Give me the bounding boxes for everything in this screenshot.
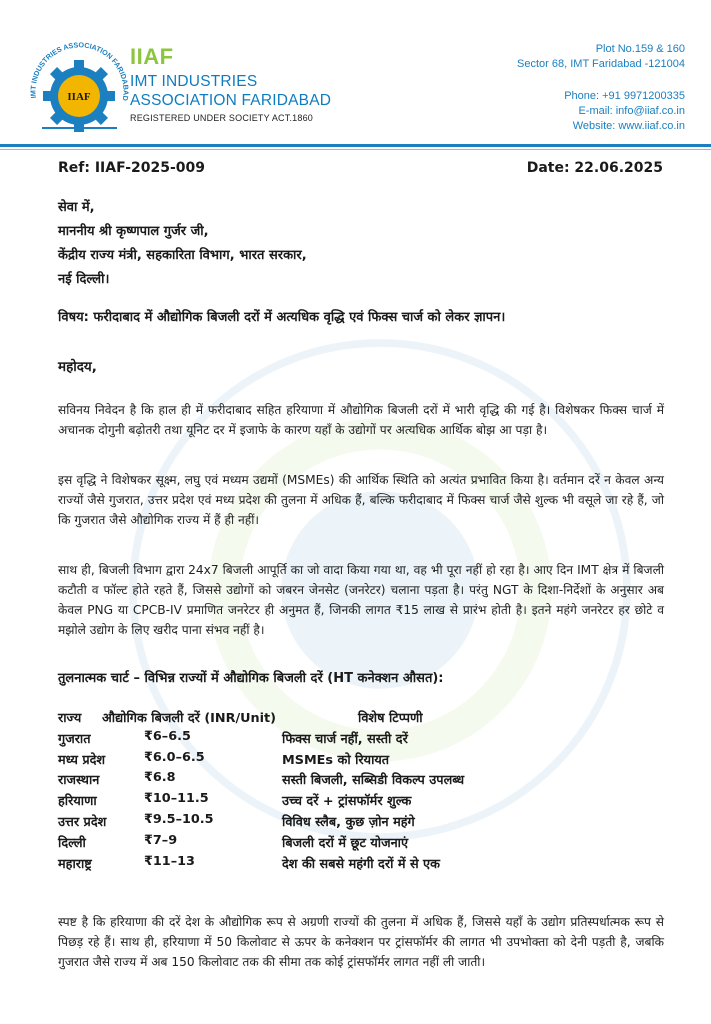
address-line: नई दिल्ली।	[58, 272, 110, 287]
cell-remark: विविध स्लैब, कुछ ज़ोन महंगे	[282, 814, 415, 830]
cell-rate: ₹6.8	[144, 770, 176, 786]
header-divider-thin	[0, 149, 711, 150]
cell-state: गुजरात	[58, 731, 91, 747]
cell-state: राजस्थान	[58, 773, 100, 789]
salutation: महोदय,	[58, 359, 97, 375]
cell-state: हरियाणा	[58, 794, 97, 810]
addressee-block	[58, 196, 307, 292]
org-name-line2: ASSOCIATION FARIDABAD	[130, 92, 332, 109]
cell-rate: ₹6.0–6.5	[144, 749, 205, 765]
cell-rate: ₹10–11.5	[144, 791, 209, 807]
contact-block	[517, 42, 685, 134]
cell-remark: बिजली दरों में छूट योजनाएं	[282, 835, 409, 851]
iiaf-logo	[22, 36, 137, 136]
cell-remark: फिक्स चार्ज नहीं, सस्ती दरें	[282, 731, 408, 747]
address-line1: Plot No.159 & 160	[595, 43, 685, 55]
cell-rate: ₹7–9	[144, 832, 178, 848]
letterhead	[0, 0, 711, 150]
subject-line: विषय: फरीदाबाद में औद्योगिक बिजली दरों में अत्यधिक वृद्धि एवं फिक्स चार्ज को लेकर ज्ञापन।	[58, 310, 506, 325]
body-paragraph: स्पष्ट है कि हरियाणा की दरें देश के औद्योगिक रूप से अग्रणी राज्यों की तुलना में अधिक हैं, जिससे यहाँ के उद्योग प्रतिस्पर्धात्मक रूप से पिछड़ रहे हैं। साथ ही, हरियाणा में 50 किलोवाट से ऊपर के कनेक्शन पर ट्रांसफॉर्मर की लागत भी उपभोक्ता को देनी पड़ती है, जबकि गुजरात जैसे राज्य में अब 150 किलोवाट तक की सीमा तक कोई ट्रांसफॉर्मर लागत नहीं ली जाती।	[58, 915, 664, 969]
cell-state: मध्य प्रदेश	[58, 752, 106, 768]
body-paragraph: सविनय निवेदन है कि हाल ही में फरीदाबाद सहित हरियाणा में औद्योगिक बिजली दरों में भारी वृद्धि की गई है। विशेषकर फिक्स चार्ज में अचानक दोगुनी बढ़ोतरी तथा यूनिट दर में इजाफे के कारण यहाँ के उद्योगों पर अत्यधिक आर्थिक बोझ आ पड़ा है।	[58, 403, 664, 437]
org-name-line1: IMT INDUSTRIES	[130, 73, 258, 90]
reference-number: Ref: IIAF-2025-009	[58, 160, 206, 176]
org-abbreviation: IIAF	[130, 44, 174, 69]
header-state: राज्य	[58, 711, 82, 726]
header-divider	[0, 144, 711, 147]
phone: Phone: +91 9971200335	[564, 90, 685, 102]
address-line: सेवा में,	[58, 200, 95, 215]
body-paragraph: इस वृद्धि ने विशेषकर सूक्ष्म, लघु एवं मध्यम उद्यमों (MSMEs) की आर्थिक स्थिति को अत्यंत प्रभावित किया है। वर्तमान दरें न केवल अन्य राज्यों जैसे गुजरात, उत्तर प्रदेश एवं मध्य प्रदेश की तुलना में अधिक हैं, बल्कि फरीदाबाद में फिक्स चार्ज जैसे शुल्क भी वसूले जा रहे हैं, जो कि गुजरात जैसे औद्योगिक राज्य में हैं ही नहीं।	[58, 473, 664, 527]
org-name	[130, 72, 331, 110]
header-rate: औद्योगिक बिजली दरें (INR/Unit)	[102, 711, 277, 726]
cell-rate: ₹11–13	[144, 853, 195, 869]
cell-remark: MSMEs को रियायत	[282, 752, 390, 768]
registration-note: REGISTERED UNDER SOCIETY ACT.1860	[130, 113, 313, 123]
cell-rate: ₹6–6.5	[144, 728, 191, 744]
address-line: केंद्रीय राज्य मंत्री, सहकारिता विभाग, भारत सरकार,	[58, 248, 307, 263]
website: Website: www.iiaf.co.in	[572, 120, 685, 132]
logo-ring-text: IMT INDUSTRIES ASSOCIATION FARIDABAD	[28, 40, 131, 102]
cell-state: दिल्ली	[58, 835, 86, 851]
email: E-mail: info@iiaf.co.in	[578, 105, 685, 117]
cell-remark: देश की सबसे महंगी दरों में से एक	[282, 856, 440, 872]
header-remark: विशेष टिप्पणी	[358, 711, 423, 726]
cell-state: उत्तर प्रदेश	[58, 814, 107, 830]
logo-center-text: IIAF	[67, 91, 91, 103]
cell-remark: उच्च दरें + ट्रांसफॉर्मर शुल्क	[282, 794, 412, 810]
address-line2: Sector 68, IMT Faridabad -121004	[517, 58, 685, 70]
cell-remark: सस्ती बिजली, सब्सिडी विकल्प उपलब्ध	[282, 773, 465, 789]
letter-date: Date: 22.06.2025	[526, 160, 663, 176]
body-paragraph: साथ ही, बिजली विभाग द्वारा 24x7 बिजली आपूर्ति का जो वादा किया गया था, वह भी पूरा नहीं हो रहा है। आए दिन IMT क्षेत्र में बिजली कटौती व फॉल्ट होते रहते हैं, जिससे उद्योगों को जबरन जेनसेट (जनरेटर) चलाना पड़ता है। परंतु NGT के दिशा-निर्देशों के अनुसार अब केवल PNG या CPCB-IV प्रमाणित जनरेटर ही अनुमत हैं, जिनकी लागत ₹15 लाख से प्रारंभ होती है। इतने महंगे जनरेटर हर छोटे व मझोले उद्योग के लिए खरीद पाना संभव नहीं है।	[58, 563, 664, 637]
comparison-chart-title: तुलनात्मक चार्ट – विभिन्न राज्यों में औद्योगिक बिजली दरें (HT कनेक्शन औसत):	[58, 671, 444, 686]
cell-rate: ₹9.5–10.5	[144, 811, 214, 827]
cell-state: महाराष्ट्र	[58, 856, 92, 872]
address-line: माननीय श्री कृष्णपाल गुर्जर जी,	[58, 224, 209, 239]
